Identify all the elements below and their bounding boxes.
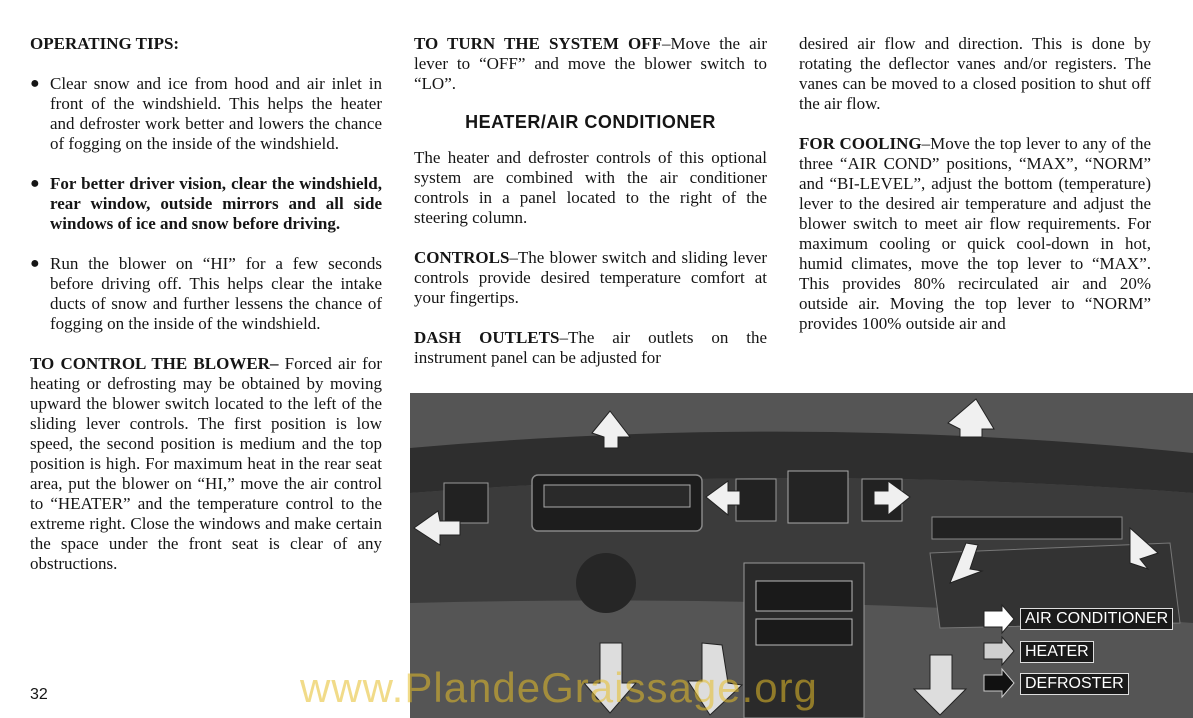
- legend-heater: HEATER: [1020, 641, 1094, 663]
- intro-paragraph: The heater and defroster controls of this optional system are combined with the air conditioner controls in a panel located to the right of the steering column.: [414, 148, 767, 227]
- controls-text: –The blower switch and sliding lever controls provide desired temperature comfort at your fingertips.: [414, 248, 767, 307]
- system-off-heading: TO TURN THE SYSTEM OFF: [414, 34, 662, 53]
- list-item: [30, 174, 382, 234]
- dash-outlets-paragraph: [414, 328, 767, 368]
- tips-list: [30, 74, 382, 334]
- dash-outlets-text: –The air outlets on the instrument panel can be adjusted for: [414, 328, 767, 367]
- bullet-icon: ●: [30, 75, 40, 92]
- controls-heading: CONTROLS: [414, 248, 510, 267]
- bullet-icon: ●: [30, 255, 40, 272]
- column-2: [414, 34, 767, 368]
- legend-defroster: DEFROSTER: [1020, 673, 1129, 695]
- tip-text: Run the blower on “HI” for a few seconds before driving off. This helps clear the intake ducts of snow and further lessens the chance of fogging on the inside of the windshield.: [50, 254, 382, 333]
- section-title: HEATER/AIR CONDITIONER: [465, 112, 716, 132]
- column-3: [799, 34, 1151, 334]
- list-item: [30, 254, 382, 334]
- list-item: [30, 74, 382, 154]
- dash-outlets-heading: DASH OUTLETS: [414, 328, 560, 347]
- blower-paragraph: [30, 354, 382, 574]
- bullet-icon: ●: [30, 175, 40, 192]
- tip-text: Clear snow and ice from hood and air inlet in front of the windshield. This helps the heater and defroster work better and lowers the chance of fogging on the inside of the windshield.: [50, 74, 382, 153]
- cooling-text: –Move the top lever to any of the three “AIR COND” positions, “MAX”, “NORM” and “BI-LEVEL”, adjust the bottom (temperature) lever to the desired air temperature and adjust the blower switch to meet air flow requirements. For maximum cooling or quick cool-down in hot, humid climates, move the top lever to “MAX”. This provides 80% recirculated air and 20% outside air. Moving the top lever to “NORM” provides 100% outside air and: [799, 134, 1151, 333]
- legend-air-conditioner: AIR CONDITIONER: [1020, 608, 1173, 630]
- page-number: 32: [30, 686, 48, 703]
- blower-heading: TO CONTROL THE BLOWER–: [30, 354, 279, 373]
- operating-tips-heading: OPERATING TIPS:: [30, 34, 180, 53]
- column-1: [30, 34, 382, 574]
- blower-text: Forced air for heating or defrosting may be obtained by moving upward the blower switch located to the left of the sliding lever controls. The first position is low speed, the second position is medium and the top position is high. For maximum heat in the rear seat area, put the blower on “HI,” move the air control to “HEATER” and the temperature control to the extreme right. Close the windows and make certain the space under the front seat is clear of any obstructions.: [30, 354, 382, 573]
- continued-paragraph: desired air flow and direction. This is done by rotating the deflector vanes and/or registers. The vanes can be moved to a closed position to shut off the air flow.: [799, 34, 1151, 113]
- tip-text: For better driver vision, clear the windshield, rear window, outside mirrors and all side windows of ice and snow before driving.: [50, 174, 382, 233]
- cooling-heading: FOR COOLING: [799, 134, 922, 153]
- system-off-text: –Move the air lever to “OFF” and move the blower switch to “LO”.: [414, 34, 767, 93]
- cooling-paragraph: [799, 134, 1151, 334]
- system-off-paragraph: [414, 34, 767, 94]
- controls-paragraph: [414, 248, 767, 308]
- watermark: www.PlandeGraissage.org: [300, 664, 818, 711]
